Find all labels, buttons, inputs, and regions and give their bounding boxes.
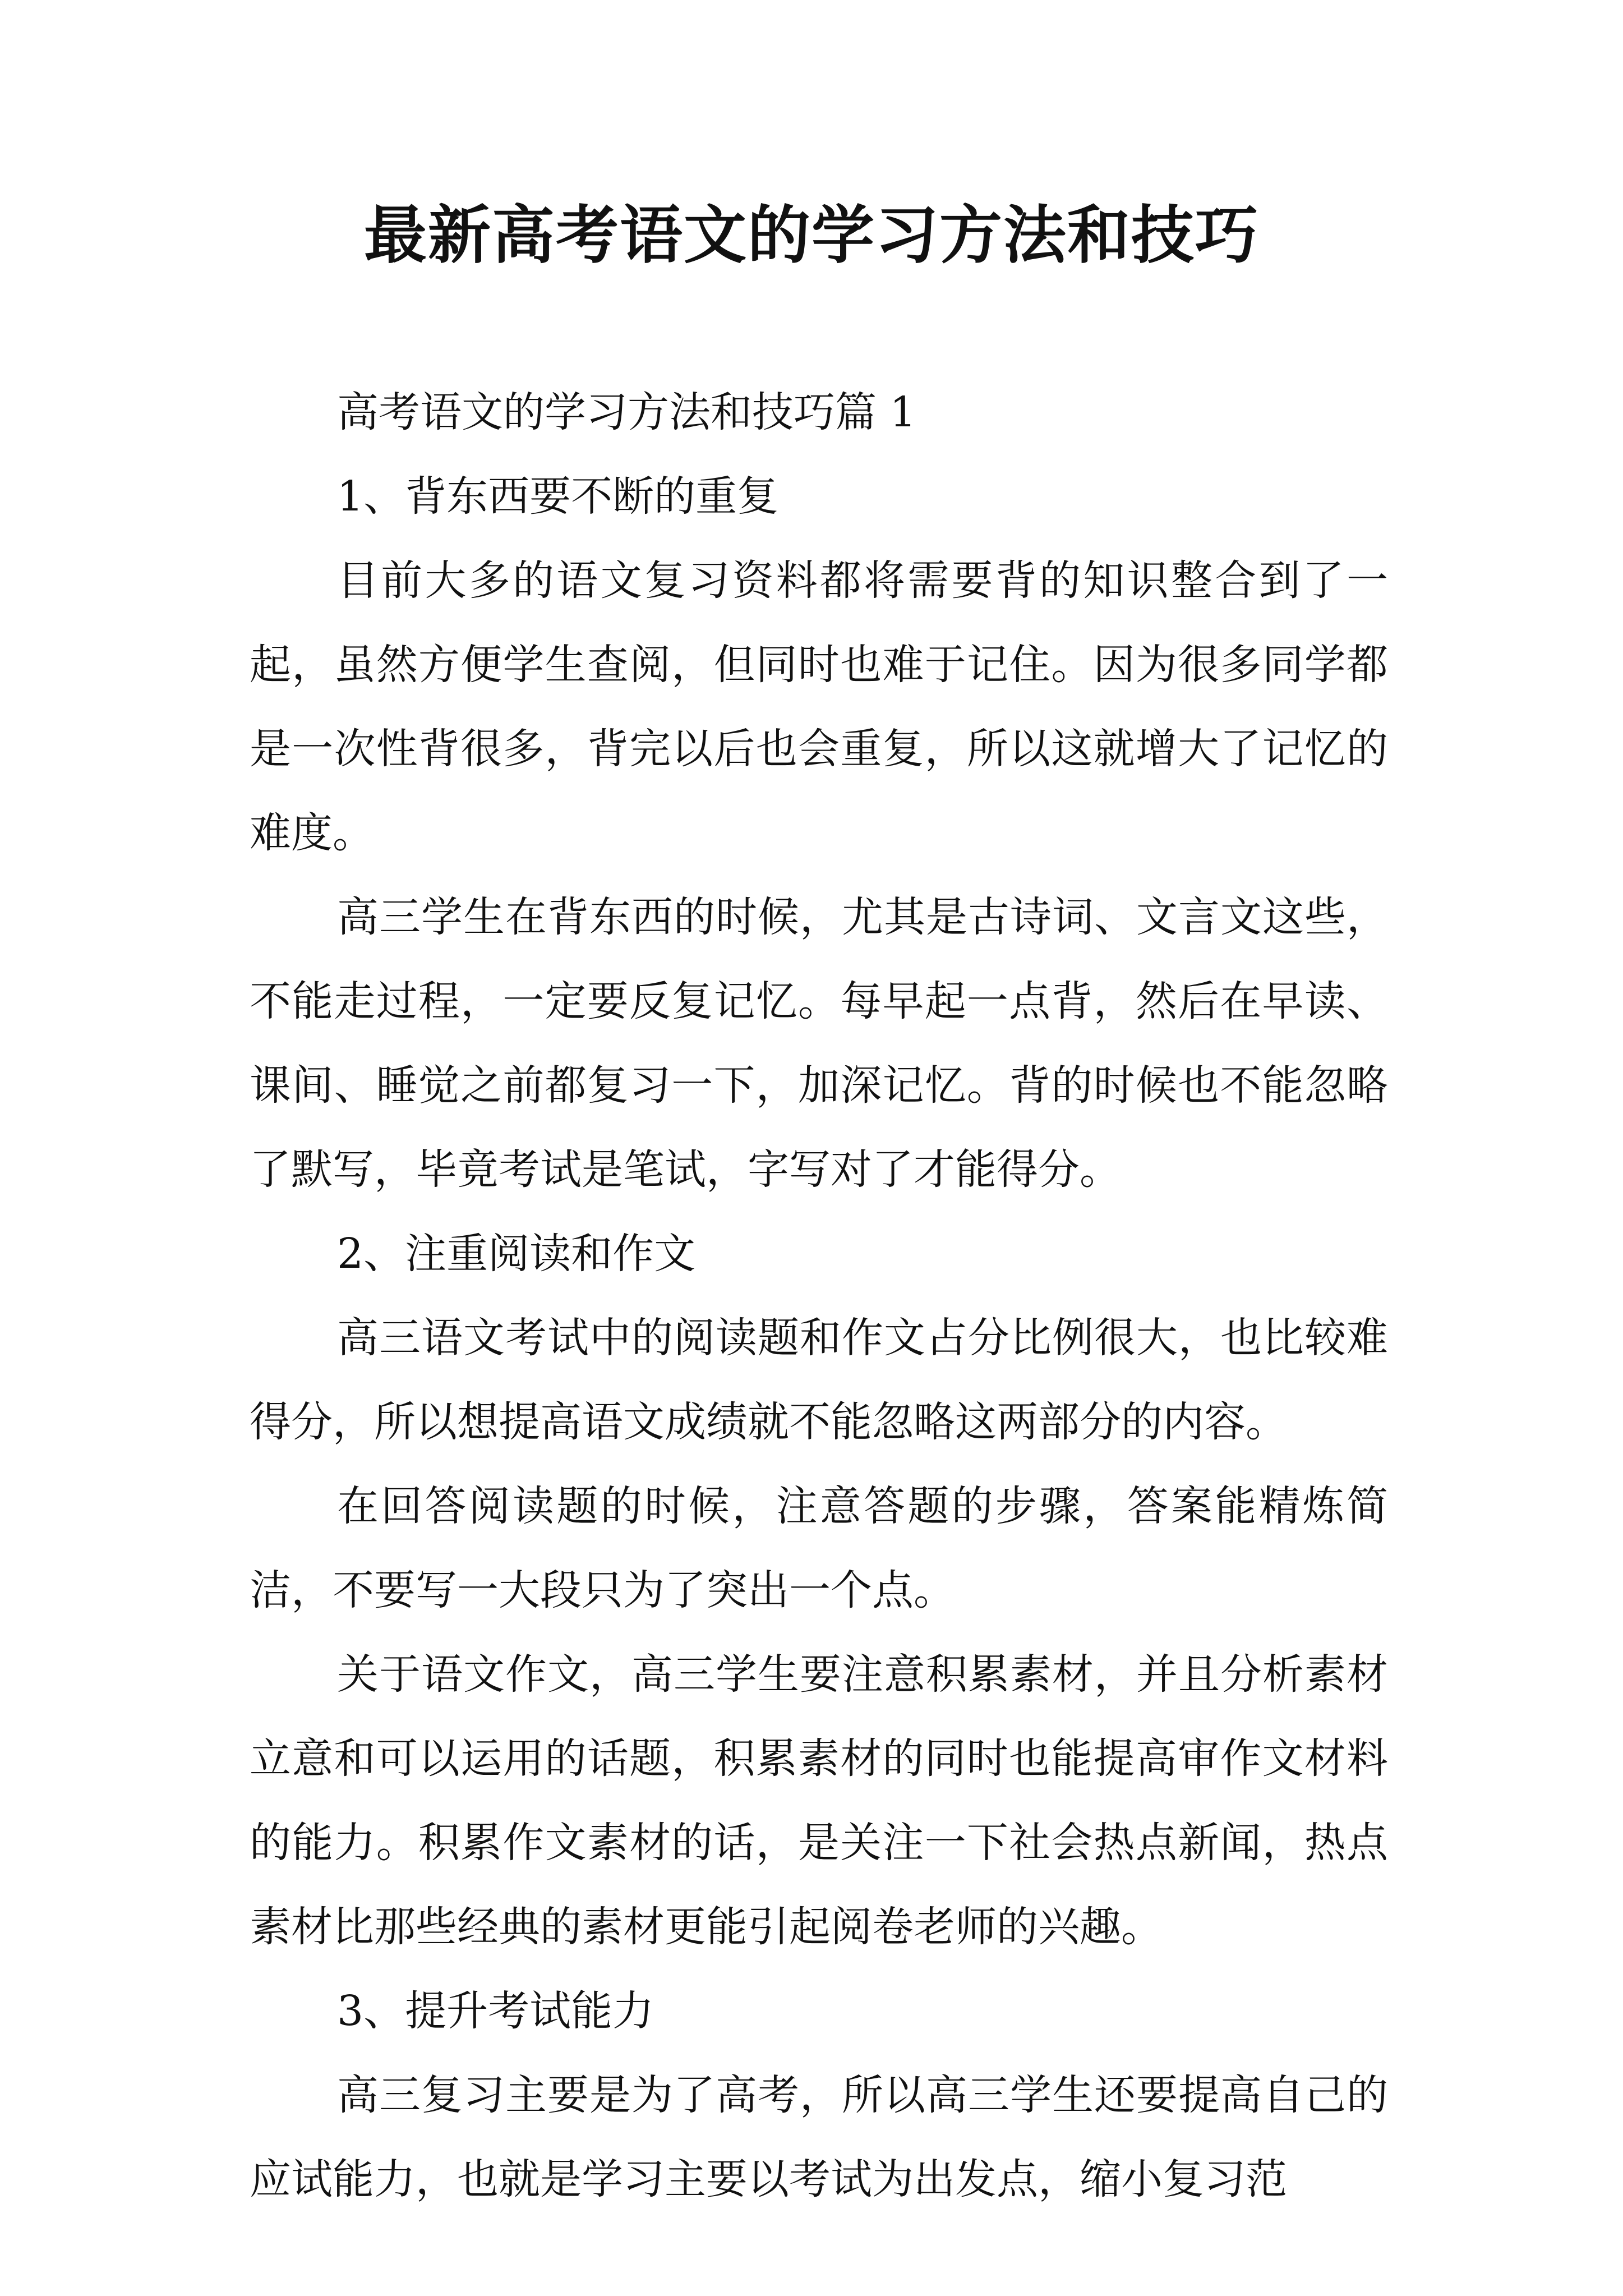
paragraph: 在回答阅读题的时候，注意答题的步骤，答案能精炼简洁，不要写一大段只为了突出一个点。 [250, 1482, 1388, 1614]
section-heading: 高考语文的学习方法和技巧篇 1 [337, 388, 916, 436]
document-body [250, 370, 1388, 2221]
document-title: 最新高考语文的学习方法和技巧 [364, 199, 1259, 272]
paragraph: 目前大多的语文复习资料都将需要背的知识整合到了一起，虽然方便学生查阅，但同时也难于记住。因为很多同学都是一次性背很多，背完以后也会重复，所以这就增大了记忆的难度。 [250, 556, 1388, 857]
paragraph: 高三语文考试中的阅读题和作文占分比例很大，也比较难得分，所以想提高语文成绩就不能忽略这两部分的内容。 [250, 1314, 1388, 1446]
paragraph: 高三复习主要是为了高考，所以高三学生还要提高自己的应试能力，也就是学习主要以考试为出发点，缩小复习范 [250, 2071, 1388, 2203]
subheading: 3、提升考试能力 [337, 1987, 654, 2035]
subheading: 1、背东西要不断的重复 [337, 472, 779, 521]
subheading: 2、注重阅读和作文 [337, 1230, 696, 1278]
paragraph: 关于语文作文，高三学生要注意积累素材，并且分析素材立意和可以运用的话题，积累素材的同时也能提高审作文材料的能力。积累作文素材的话，是关注一下社会热点新闻，热点素材比那些经典的素材更能引起阅卷老师的兴趣。 [250, 1650, 1388, 1951]
paragraph: 高三学生在背东西的时候，尤其是古诗词、文言文这些，不能走过程，一定要反复记忆。每早起一点背，然后在早读、课间、睡觉之前都复习一下，加深记忆。背的时候也不能忽略了默写，毕竟考试是笔试，字写对了才能得分。 [250, 893, 1388, 1194]
